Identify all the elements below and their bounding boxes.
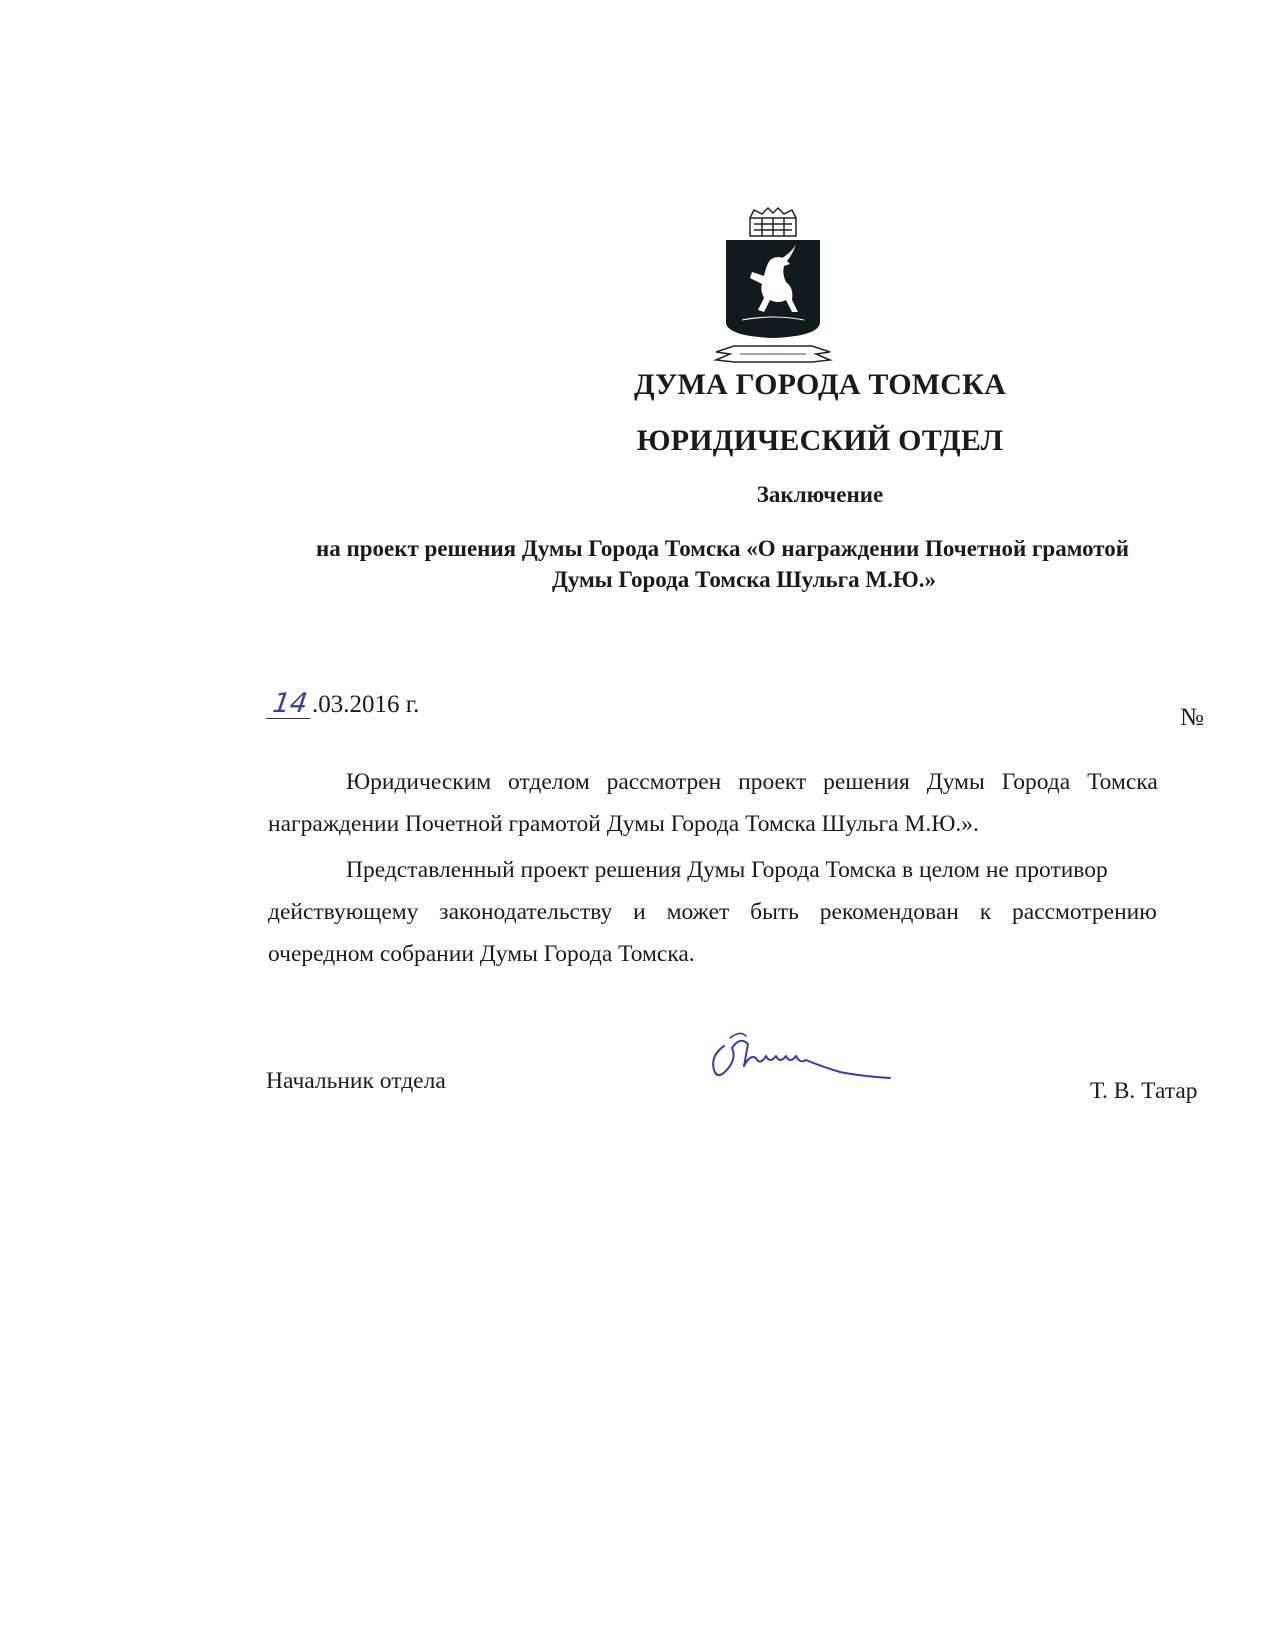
paragraph-1-line-2: награждении Почетной грамотой Думы Города Томска Шульга М.Ю.». [268, 811, 979, 837]
department-name: ЮРИДИЧЕСКИЙ ОТДЕЛ [636, 424, 1004, 457]
document-type: Заключение [756, 482, 884, 507]
document-number-label: № [1180, 704, 1204, 731]
tomsk-coat-of-arms-icon [712, 204, 834, 384]
date-day-handwritten: 14 [266, 690, 314, 719]
date-rest: .03.2016 г. [312, 691, 420, 718]
paragraph-1-line-1: Юридическим отделом рассмотрен проект решения Думы Города Томска [346, 769, 1158, 795]
paragraph-2-line-3: очередном собрании Думы Города Томска. [268, 941, 695, 967]
org-name: ДУМА ГОРОДА ТОМСКА [634, 368, 1006, 401]
document-subject-line1: на проект решения Думы Города Томска «О награждении Почетной грамотой [316, 536, 1130, 561]
signer-name: Т. В. Татар [1090, 1078, 1198, 1104]
paragraph-2-line-2: действующему законодательству и может быть рекомендован к рассмотрению [268, 899, 1157, 925]
document-date [268, 690, 419, 719]
paragraph-2-line-1: Представленный проект решения Думы Города Томска в целом не противор [346, 857, 1108, 883]
handwritten-signature-icon [700, 1026, 900, 1096]
signer-title: Начальник отдела [266, 1068, 446, 1094]
document-subject-line2: Думы Города Томска Шульга М.Ю.» [552, 567, 936, 592]
